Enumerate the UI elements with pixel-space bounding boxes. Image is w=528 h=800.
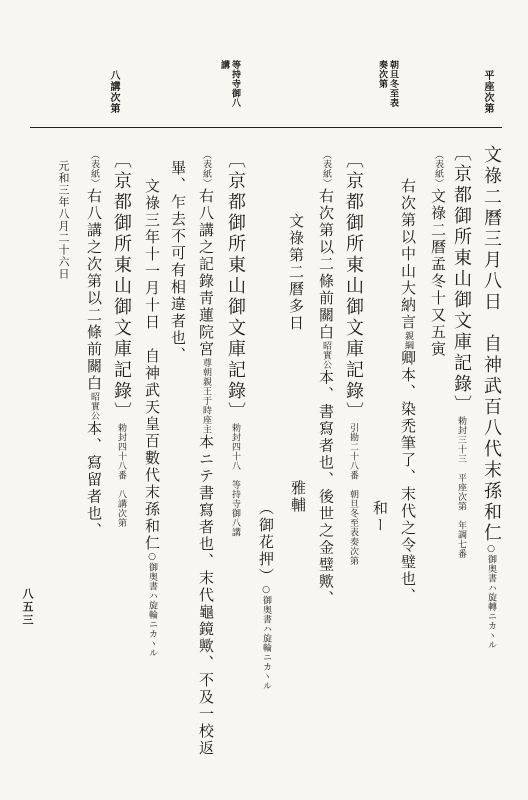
- text-column-11: 文祿三年十一月十日 自神武天皇百數代末孫和仁○御奥書ハ旋輪ニカヽル: [143, 178, 161, 658]
- signature-kaou: （御花押）○御奥書ハ旋輪ニカヽル: [257, 500, 275, 691]
- header-rule: [30, 127, 502, 128]
- source-title-4: 〔京都御所東山御文庫記錄〕勅封四十八番 八講次第: [111, 150, 132, 528]
- signature-2: 雅輔: [289, 480, 307, 514]
- text-column-13: （表紙）右八講之次第以二條前關白昭實公本、寫留者也、: [85, 150, 103, 540]
- source-title-1: 〔京都御所東山御文庫記錄〕勅封三十三 平座次第 年調七番: [451, 143, 472, 559]
- date-column: 元和三年八月二十六日: [57, 160, 70, 280]
- running-header-choutan: 朝旦冬至表奏次第: [377, 60, 398, 108]
- text-column-10: 畢、乍去不可有相違者也、: [169, 160, 187, 364]
- signature-1: 和ー: [371, 500, 389, 534]
- running-header-heiza: 平座次第: [482, 70, 493, 114]
- text-column-3: （表紙）文祿二曆孟冬十又五寅: [429, 150, 447, 358]
- text-column-1: 文祿二曆三月八日 自神武百八代末孫和仁○御奥書ハ旋轉ニカヽル: [481, 145, 502, 650]
- text-column-4: 右次第以中山大納言親綱卿本、染禿筆了、末代之令璧也、: [399, 178, 417, 605]
- text-column-6: （表紙）右次第以二條前關白昭實公本、書寫者也、後世之金璧歟、: [317, 150, 335, 608]
- text-column-7: 文祿第二曆多日: [287, 213, 305, 332]
- source-title-3: 〔京都御所東山御文庫記錄〕勅封四十八 等持寺御八講: [225, 150, 246, 537]
- page-number: 八五三: [21, 588, 34, 627]
- source-title-2: 〔京都御所東山御文庫記錄〕引勘二十八番 朝旦冬至表奏次第: [343, 150, 364, 566]
- text-column-9: （表紙）右八講之記錄靑蓮院宮尊朝親王于時座主本ニテ書寫者也、末代龜鏡歟、不及一校返: [197, 150, 215, 757]
- running-header-toujiji: 等持寺御八講: [219, 60, 240, 108]
- running-header-hakkou: 八講次第: [108, 70, 119, 114]
